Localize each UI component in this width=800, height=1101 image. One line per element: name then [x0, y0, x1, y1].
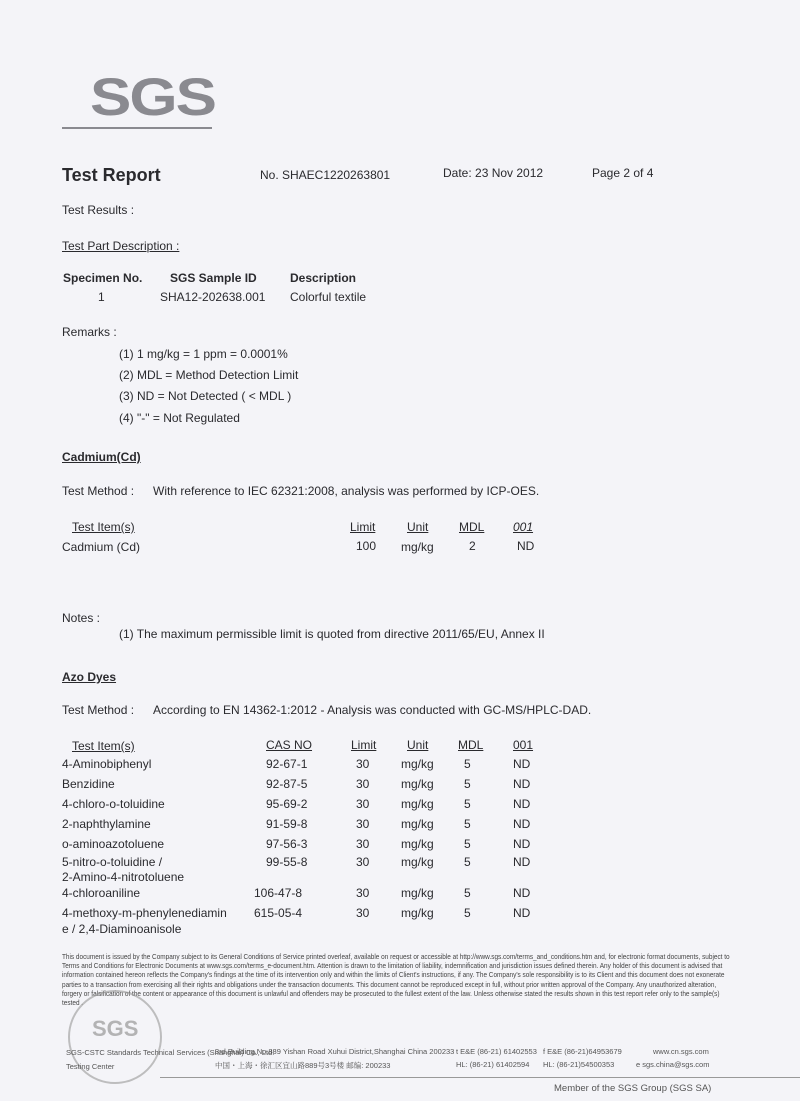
azo-item: 4-chloroaniline	[62, 886, 141, 900]
col-header: 001	[513, 520, 534, 534]
azo-item: 5-nitro-o-toluidine /	[62, 855, 163, 869]
col-header: Unit	[407, 520, 429, 534]
azo-cas: 92-67-1	[266, 757, 308, 771]
footer-fax: f E&E (86-21)64953679	[543, 1047, 622, 1056]
footer-member: Member of the SGS Group (SGS SA)	[554, 1083, 712, 1094]
remark-item: (4) "-" = Not Regulated	[119, 411, 240, 425]
azo-cas: 91-59-8	[266, 817, 308, 831]
footer-address: 3rd Building,No.889 Yishan Road Xuhui District,Shanghai China 200233	[215, 1047, 455, 1056]
azo-limit: 30	[356, 906, 370, 920]
cadmium-mdl: 2	[469, 539, 476, 553]
azo-mdl: 5	[464, 906, 471, 920]
azo-mdl: 5	[464, 757, 471, 771]
azo-cas: 106-47-8	[254, 886, 303, 900]
sgs-logo: SGS	[90, 68, 215, 127]
azo-unit: mg/kg	[401, 797, 434, 811]
azo-unit: mg/kg	[401, 777, 434, 791]
azo-unit: mg/kg	[401, 757, 434, 771]
azo-item: e / 2,4-Diaminoanisole	[62, 922, 182, 936]
azo-mdl: 5	[464, 797, 471, 811]
footer-tel2: HL: (86-21) 61402594	[456, 1060, 530, 1069]
remark-item: (1) 1 mg/kg = 1 ppm = 0.0001%	[119, 347, 288, 361]
azo-limit: 30	[356, 886, 370, 900]
description: Colorful textile	[290, 290, 367, 304]
col-header: Test Item(s)	[72, 520, 135, 534]
azo-cas: 615-05-4	[254, 906, 303, 920]
footer-company: SGS-CSTC Standards Technical Services (Shanghai) Co., Ltd.	[66, 1048, 275, 1057]
remarks-label: Remarks :	[62, 325, 117, 339]
azo-unit: mg/kg	[401, 886, 434, 900]
azo-mdl: 5	[464, 817, 471, 831]
col-header: Limit	[350, 520, 376, 534]
azo-result: ND	[513, 886, 531, 900]
footer-fax2: HL: (86-21)54500353	[543, 1060, 615, 1069]
azo-item: 4-Aminobiphenyl	[62, 757, 152, 771]
azo-result: ND	[513, 837, 531, 851]
footer-web[interactable]: www.cn.sgs.com	[653, 1047, 709, 1056]
azo-item: 2-naphthylamine	[62, 817, 151, 831]
report-number: No. SHAEC1220263801	[260, 168, 391, 182]
sample-id: SHA12-202638.001	[160, 290, 266, 304]
note-item: (1) The maximum permissible limit is quoted from directive 2011/65/EU, Annex II	[119, 627, 545, 641]
azo-result: ND	[513, 817, 531, 831]
specimen-no: 1	[98, 290, 105, 304]
footer-address-cn: 中国・上海・徐汇区宜山路889号3号楼 邮编: 200233	[215, 1061, 391, 1070]
disclaimer: This document is issued by the Company subject to its General Conditions of Service printed overleaf, available on request or accessible at http://www.sgs.com/terms_and_conditions.htm and, for electronic format documents, subject to Terms and Conditions for Electronic Documents at www.sgs.com/terms_e-document.htm. Attention is drawn to the limitation of liability, indemnification and jurisdiction issues defined therein. Any holder of this document is advised that information contained hereon reflects the Company's findings at the time of its intervention only and within the limits of Client's instructions, if any. The Company's sole responsibility is to its Client and this document does not exonerate parties to a transaction from exercising all their rights and obligations under the transaction documents. This document cannot be reproduced except in full, without prior written approval of the Company. Any unauthorized alteration, forgery or falsification of the content or appearance of this document is unlawful and offenders may be prosecuted to the fullest extent of the law. Unless otherwise stated the results shown in this test report refer only to the sample(s) tested .	[62, 952, 730, 1008]
azo-item: o-aminoazotoluene	[62, 837, 165, 851]
col-header: 001	[513, 738, 534, 752]
azo-cas: 97-56-3	[266, 837, 308, 851]
azo-item: 4-methoxy-m-phenylenediamin	[62, 906, 227, 920]
specimen-header: Specimen No.	[63, 271, 143, 285]
azo-mdl: 5	[464, 886, 471, 900]
azo-limit: 30	[356, 757, 370, 771]
col-header: CAS NO	[266, 738, 313, 752]
azo-limit: 30	[356, 797, 370, 811]
remark-item: (2) MDL = Method Detection Limit	[119, 368, 299, 382]
footer-tel: t E&E (86-21) 61402553	[456, 1047, 537, 1056]
report-title: Test Report	[62, 165, 161, 185]
col-header: Unit	[407, 738, 429, 752]
azo-limit: 30	[356, 837, 370, 851]
azo-result: ND	[513, 906, 531, 920]
col-header: MDL	[459, 520, 485, 534]
azo-item: 2-Amino-4-nitrotoluene	[62, 870, 185, 884]
azo-limit: 30	[356, 855, 370, 869]
azo-title: Azo Dyes	[62, 670, 117, 684]
azo-unit: mg/kg	[401, 817, 434, 831]
col-header: MDL	[458, 738, 484, 752]
cadmium-limit: 100	[356, 539, 377, 553]
azo-cas: 99-55-8	[266, 855, 308, 869]
logo-underline	[62, 127, 212, 129]
azo-result: ND	[513, 855, 531, 869]
cadmium-item: Cadmium (Cd)	[62, 540, 141, 554]
cadmium-method: With reference to IEC 62321:2008, analysis was performed by ICP-OES.	[153, 484, 540, 498]
azo-unit: mg/kg	[401, 837, 434, 851]
footer-divider	[160, 1077, 800, 1078]
col-header: Test Item(s)	[72, 739, 135, 753]
cadmium-result: ND	[517, 539, 535, 553]
azo-result: ND	[513, 797, 531, 811]
part-description-label: Test Part Description :	[62, 239, 180, 253]
cadmium-unit: mg/kg	[401, 540, 434, 554]
azo-item: Benzidine	[62, 777, 115, 791]
footer-company2: Testing Center	[66, 1062, 115, 1071]
azo-mdl: 5	[464, 855, 471, 869]
sample-id-header: SGS Sample ID	[170, 271, 257, 285]
sgs-stamp: SGS	[68, 990, 162, 1084]
report-date: Date: 23 Nov 2012	[443, 166, 544, 180]
cadmium-title: Cadmium(Cd)	[62, 450, 141, 464]
remark-item: (3) ND = Not Detected ( < MDL )	[119, 389, 292, 403]
azo-limit: 30	[356, 817, 370, 831]
test-results-label: Test Results :	[62, 203, 135, 217]
cadmium-method-label: Test Method :	[62, 484, 135, 498]
col-header: Limit	[351, 738, 377, 752]
azo-limit: 30	[356, 777, 370, 791]
notes-label: Notes :	[62, 611, 101, 625]
footer-email[interactable]: e sgs.china@sgs.com	[636, 1060, 710, 1069]
azo-result: ND	[513, 757, 531, 771]
azo-method-label: Test Method :	[62, 703, 135, 717]
azo-mdl: 5	[464, 837, 471, 851]
azo-item: 4-chloro-o-toluidine	[62, 797, 165, 811]
azo-unit: mg/kg	[401, 855, 434, 869]
azo-unit: mg/kg	[401, 906, 434, 920]
azo-method: According to EN 14362-1:2012 - Analysis was conducted with GC-MS/HPLC-DAD.	[153, 703, 592, 717]
azo-result: ND	[513, 777, 531, 791]
azo-mdl: 5	[464, 777, 471, 791]
azo-cas: 92-87-5	[266, 777, 308, 791]
description-header: Description	[290, 271, 357, 285]
azo-cas: 95-69-2	[266, 797, 308, 811]
page-number: Page 2 of 4	[592, 166, 654, 180]
